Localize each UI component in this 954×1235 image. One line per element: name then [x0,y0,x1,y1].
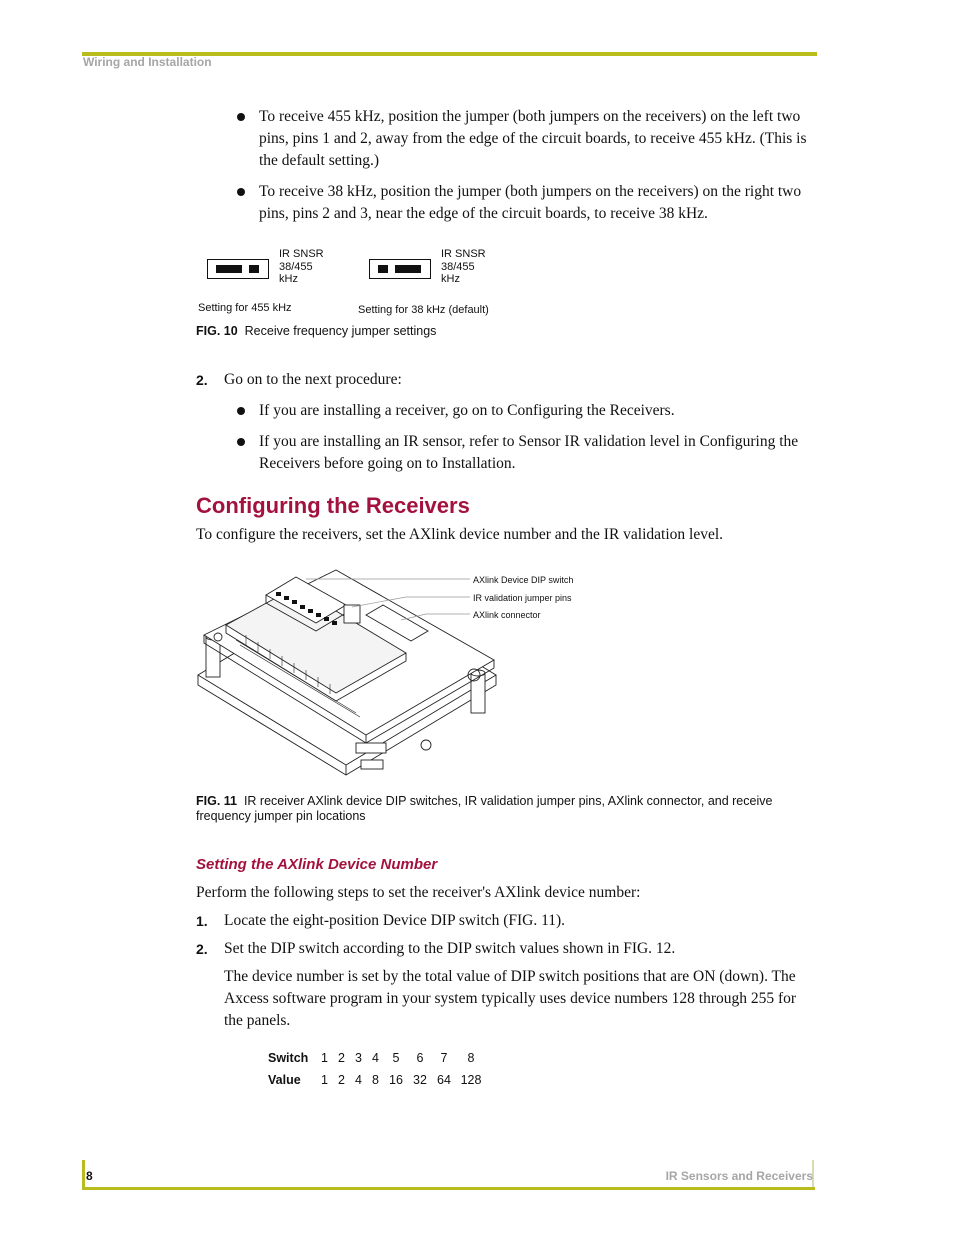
jumper-455-diagram [207,259,269,279]
jumper-pin [378,265,388,273]
bullet-text: If you are installing a receiver, go on to Configuring the Receivers. [259,402,675,419]
step-text: Set the DIP switch according to the DIP switch values shown in FIG. 12. [224,940,676,957]
page-number: 8 [86,1169,93,1183]
bullet-icon [237,188,245,196]
bullet-text: To receive 455 kHz, position the jumper (both jumpers on the receivers) on the left two pins, pins 1 and 2, away from the edge of the circuit boards, to receive 455 kHz. (This is the default setting.) [259,108,807,169]
section-intro: To configure the receivers, set the AXlink device number and the IR validation level. [196,526,724,543]
row-label: Switch [268,1051,309,1065]
footer-left-bar [82,1160,85,1190]
table-cell: 2 [338,1073,345,1087]
step-text: Locate the eight-position Device DIP switch (FIG. 11). [224,912,566,929]
subsection-intro: Perform the following steps to set the receiver's AXlink device number: [196,884,641,901]
device-number-note: The device number is set by the total value of DIP switch positions that are ON (down). The Axcess software program in your system typically uses device numbers 128 through 255 for the panels. [224,968,797,1029]
dip-switch-table [268,1047,486,1091]
step-number: 2. [196,941,208,957]
table-cell: 4 [355,1073,362,1087]
table-row [268,1069,486,1091]
footer-rule [82,1187,815,1190]
step-text: Go on to the next procedure: [224,371,402,388]
bullet-text: If you are installing an IR sensor, refer to Sensor IR validation level in Configuring the Receivers before going on to Installation. [259,433,799,472]
table-cell: 64 [437,1073,451,1087]
callout-axlink-connector: AXlink connector [473,610,541,620]
fig-text: Receive frequency jumper settings [244,324,437,338]
fig-label: FIG. 11 [196,794,237,808]
caption-455: Setting for 455 kHz [198,302,292,314]
bullet-text: To receive 38 kHz, position the jumper (both jumpers on the receivers) on the right two pins, pins 2 and 3, near the edge of the circuit boards, to receive 38 kHz. [259,183,802,222]
table-cell: 3 [355,1051,362,1065]
jumper-pin [249,265,259,273]
callout-dip-switch: AXlink Device DIP switch [473,575,574,585]
table-cell: 5 [392,1051,400,1065]
step-number: 1. [196,913,208,929]
bullet-icon [237,438,245,446]
bullet-icon [237,113,245,121]
row-label: Value [268,1073,301,1087]
jumper-label: IR SNSR 38/455 kHz [279,248,324,285]
running-footer: IR Sensors and Receivers [665,1169,813,1183]
table-cell: 32 [413,1073,427,1087]
running-header: Wiring and Installation [83,55,212,69]
fig10-caption [196,324,436,339]
bullet-icon [237,407,245,415]
jumper-38-diagram [369,259,431,279]
table-cell: 128 [460,1073,482,1087]
section-heading: Configuring the Receivers [196,493,470,518]
table-cell: 16 [389,1073,403,1087]
subsection-heading: Setting the AXlink Device Number [196,856,438,873]
fig-label: FIG. 10 [196,324,238,338]
table-cell: 2 [338,1051,345,1065]
jumper-label: IR SNSR 38/455 kHz [441,248,486,285]
step-number: 2. [196,372,208,388]
table-cell: 7 [440,1051,448,1065]
table-cell: 8 [372,1073,379,1087]
table-cell: 1 [321,1051,328,1065]
caption-38: Setting for 38 kHz (default) [358,304,489,316]
table-row [268,1047,486,1069]
receiver-board-illustration [196,565,506,790]
callout-validation-pins: IR validation jumper pins [473,593,572,603]
table-cell: 8 [467,1051,475,1065]
fig11-caption [196,794,796,824]
fig-text: IR receiver AXlink device DIP switches, IR validation jumper pins, AXlink connector, and receive frequency jumper pin locations [196,794,773,823]
jumper-block [216,265,242,273]
jumper-block [395,265,421,273]
table-cell: 4 [372,1051,379,1065]
table-cell: 1 [321,1073,328,1087]
table-cell: 6 [416,1051,424,1065]
